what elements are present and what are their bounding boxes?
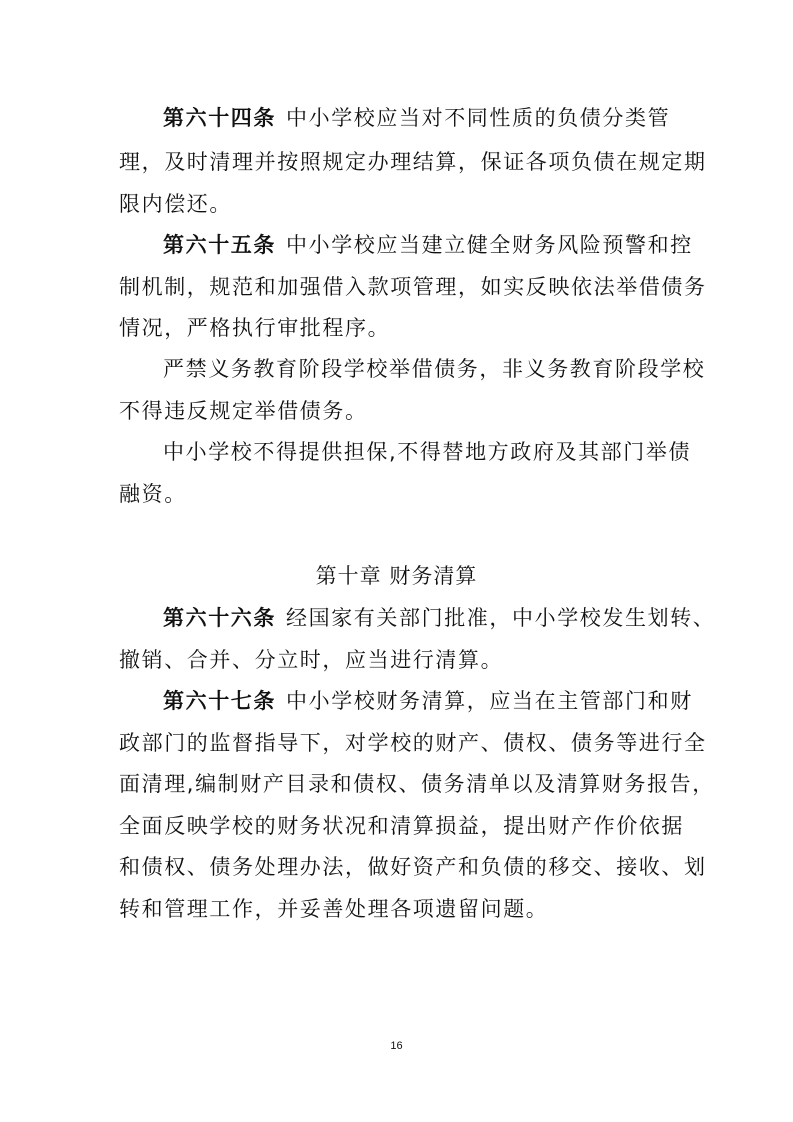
article-67-line-6: 转和管理工作，并妥善处理各项遗留问题。: [119, 897, 549, 921]
article-65-para3-line-1: 中小学校不得提供担保,不得替地方政府及其部门举债: [163, 440, 692, 464]
article-67-line-2: 政部门的监督指导下，对学校的财产、债权、债务等进行全: [119, 731, 707, 755]
article-67-line-5: 和债权、债务处理办法，做好资产和负债的移交、接收、划: [119, 855, 707, 879]
chapter-heading: 第十章 财务清算: [315, 564, 478, 588]
article-64-line-2: 理，及时清理并按照规定办理结算，保证各项负债在规定期: [119, 150, 707, 174]
article-66-text: 经国家有关部门批准，中小学校发生划转、: [286, 606, 716, 630]
article-65-line-1: [163, 230, 723, 260]
article-64-line-1: [163, 103, 723, 133]
article-65-label: 第六十五条: [163, 233, 276, 257]
article-66-label: 第六十六条: [163, 606, 276, 630]
article-67-text: 中小学校财务清算，应当在主管部门和财: [286, 689, 693, 713]
article-67-label: 第六十七条: [163, 689, 276, 713]
article-66-line-2: 撤销、合并、分立时，应当进行清算。: [119, 648, 504, 672]
article-65-para2-line-1: 严禁义务教育阶段学校举借债务，非义务教育阶段学校: [163, 357, 706, 381]
article-64-text: 中小学校应当对不同性质的负债分类管: [286, 106, 671, 130]
article-65-line-2: 制机制，规范和加强借入款项管理，如实反映依法举借债务: [119, 275, 707, 299]
article-66-line-1: [163, 603, 723, 633]
article-64-label: 第六十四条: [163, 106, 276, 130]
article-65-line-3: 情况，严格执行审批程序。: [119, 316, 391, 340]
page-number: 16: [390, 1040, 403, 1052]
article-67-line-4: 全面反映学校的财务状况和清算损益，提出财产作价依据: [119, 814, 684, 838]
article-65-para2-line-2: 不得违反规定举借债务。: [119, 399, 368, 423]
article-67-line-1: [163, 686, 723, 716]
article-65-para3-line-2: 融资。: [119, 482, 187, 506]
article-65-text: 中小学校应当建立健全财务风险预警和控: [286, 233, 693, 257]
article-64-line-3: 限内偿还。: [119, 192, 232, 216]
article-67-line-3: 面清理,编制财产目录和债权、债务清单以及清算财务报告，: [119, 772, 715, 796]
